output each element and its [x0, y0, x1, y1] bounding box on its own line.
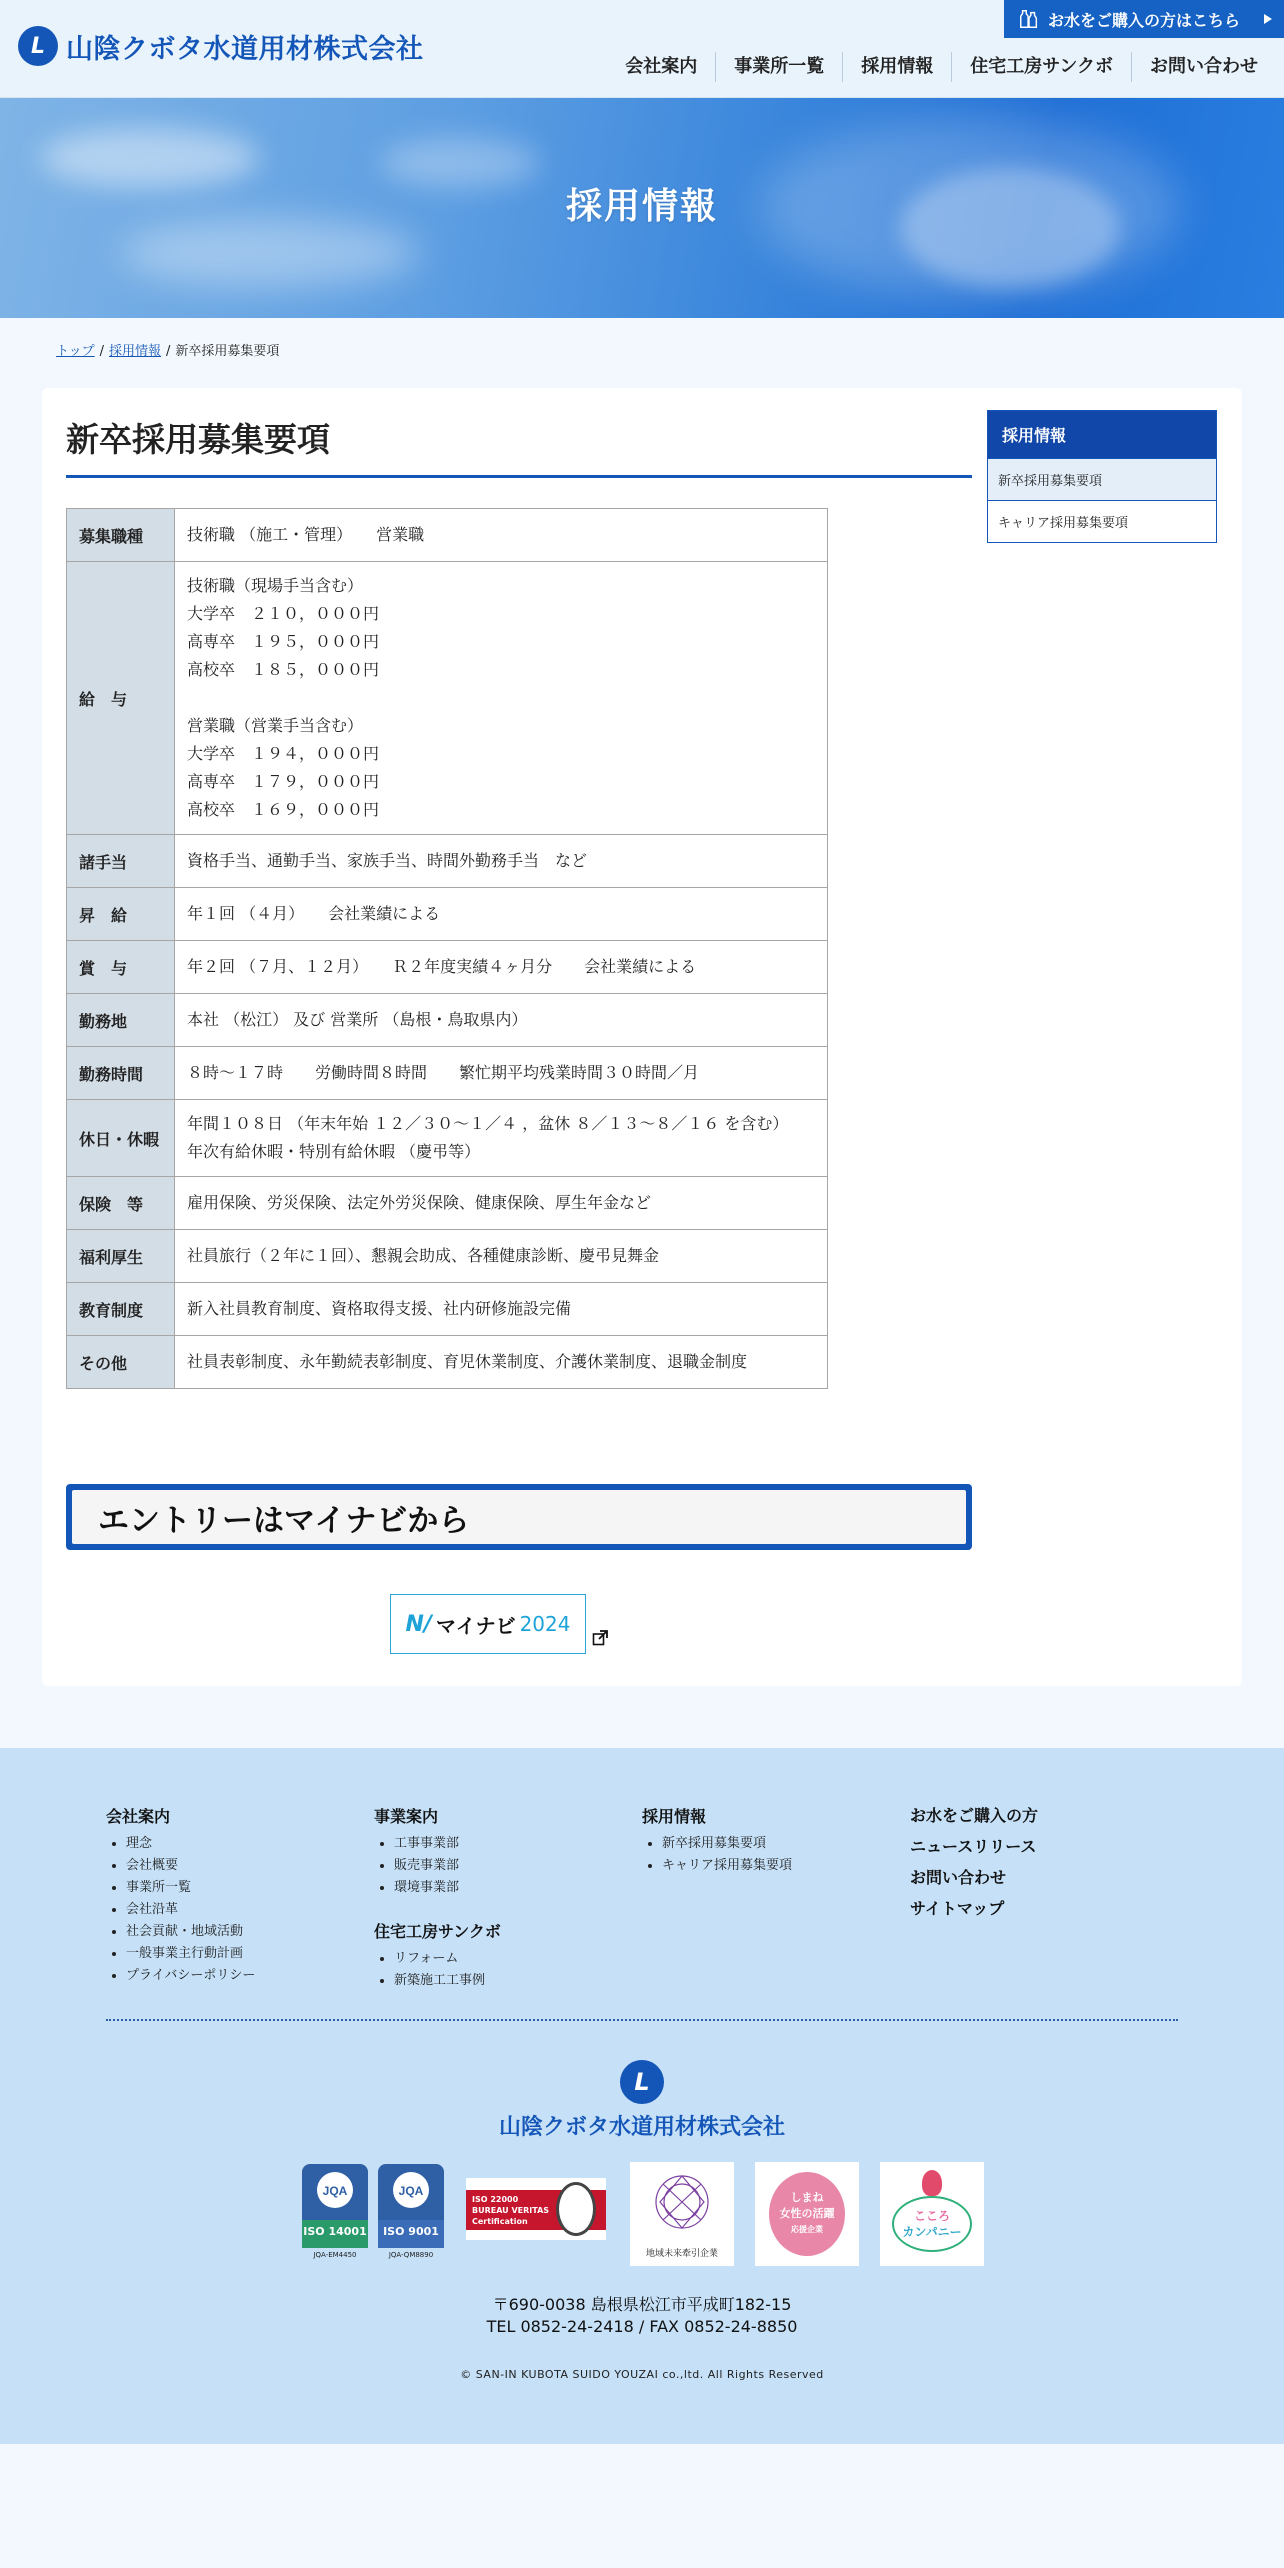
bv-label: BUREAU VERITAS: [472, 2206, 550, 2215]
footer-link[interactable]: • プライバシーポリシー: [126, 1965, 255, 1987]
iso14001-label: ISO 14001: [303, 2225, 367, 2238]
footer-heading-business[interactable]: 事業案内: [374, 1807, 439, 1826]
page-title: 新卒採用募集要項: [66, 414, 972, 478]
sidebar-heading: 採用情報: [988, 411, 1216, 458]
svg-text:JQA: JQA: [322, 2184, 348, 2198]
footer-link-buy[interactable]: お水をご購入の方: [910, 1806, 1039, 1825]
external-link-icon: [592, 1630, 608, 1646]
row-value-line: 高専卒 １７９，０００円: [187, 772, 380, 791]
nav-company[interactable]: 会社案内: [625, 56, 698, 77]
shimane-label-top: しまね: [790, 2191, 824, 2204]
row-label: 福利厚生: [67, 1230, 175, 1283]
footer-link[interactable]: • 一般事業主行動計画: [126, 1943, 255, 1965]
footer-link[interactable]: • 会社沿革: [126, 1899, 255, 1921]
table-row: [67, 509, 828, 562]
iso9001-badge: [376, 2162, 446, 2260]
arrow-right-icon: [1264, 14, 1272, 24]
row-label: 昇 給: [67, 888, 175, 941]
sidebar-item-newgrad[interactable]: 新卒採用募集要項: [988, 458, 1216, 500]
breadcrumb-recruit[interactable]: 採用情報: [109, 344, 162, 359]
footer-link-contact[interactable]: お問い合わせ: [910, 1868, 1007, 1887]
sidebar-nav: [987, 410, 1217, 543]
row-value: [175, 1100, 828, 1177]
row-value-line: 本社 （松江） 及び 営業所 （島根・鳥取県内）: [187, 1010, 528, 1029]
row-value: [175, 835, 828, 888]
nav-sankubo[interactable]: 住宅工房サンクボ: [951, 52, 1131, 82]
row-value-line: 大学卒 ２１０，０００円: [187, 604, 380, 623]
site-header: [0, 0, 1284, 98]
iso14001-code: JQA-EM4450: [313, 2251, 357, 2259]
logo-mark-icon: L: [18, 26, 58, 66]
row-value: [175, 1177, 828, 1230]
footer-link[interactable]: • 会社概要: [126, 1855, 255, 1877]
tulip-icon: [922, 2170, 942, 2196]
table-row: [67, 1283, 828, 1336]
row-value: [175, 1047, 828, 1100]
chiiki-mirai-badge: [630, 2162, 734, 2266]
bv-sub-label: Certification: [472, 2217, 528, 2226]
row-value-line: 年２回 （７月、１２月） Ｒ２年度実績４ヶ月分 会社業績による: [187, 957, 697, 976]
requirements-table: [66, 508, 828, 1389]
row-value: [175, 888, 828, 941]
chiiki-mirai-label: 地域未来牽引企業: [645, 2249, 718, 2259]
nav-offices[interactable]: 事業所一覧: [715, 52, 842, 82]
footer-col-recruit: [642, 1804, 792, 1877]
footer-link[interactable]: • 工事事業部: [394, 1833, 501, 1855]
footer-col-misc: [910, 1800, 1038, 1924]
footer-link[interactable]: • 販売事業部: [394, 1855, 501, 1877]
certification-logos: [300, 2162, 1000, 2272]
buy-water-label: お水をご購入の方はこちら: [1048, 10, 1241, 30]
row-value-line: 社員表彰制度、永年勤続表彰制度、育児休業制度、介護休業制度、退職金制度: [187, 1352, 748, 1371]
site-footer: [0, 1748, 1284, 2444]
footer-col-company: [106, 1804, 255, 1987]
row-value-line: 資格手当、通勤手当、家族手当、時間外勤務手当 など: [187, 851, 588, 870]
footer-link[interactable]: • 理念: [126, 1833, 255, 1855]
row-value-line: 営業職（営業手当含む）: [187, 716, 364, 735]
breadcrumb-current: 新卒採用募集要項: [175, 344, 280, 359]
row-value-line: 社員旅行（２年に１回）、懇親会助成、各種健康診断、慶弔見舞金: [187, 1246, 660, 1265]
row-value: [175, 1230, 828, 1283]
mynavi-mark-icon: N/: [405, 1611, 432, 1637]
address-line: 〒690-0038 島根県松江市平成町182-15: [492, 2295, 792, 2314]
bv-seal-icon: [556, 2182, 596, 2236]
row-value: [175, 509, 828, 562]
footer-heading-company[interactable]: 会社案内: [106, 1807, 171, 1826]
footer-company-name: 山陰クボタ水道用材株式会社: [498, 2115, 785, 2140]
breadcrumb-home[interactable]: トップ: [56, 344, 95, 359]
row-label: 勤務時間: [67, 1047, 175, 1100]
svg-text:JQA: JQA: [398, 2184, 424, 2198]
kokoro-company-badge: [880, 2162, 984, 2266]
table-row: [67, 888, 828, 941]
row-value-line: ８時～１７時 労働時間８時間 繁忙期平均残業時間３０時間／月: [187, 1063, 700, 1082]
row-value-line: 技術職 （施工・管理） 営業職: [187, 525, 425, 544]
main-content: [42, 388, 1242, 1686]
row-value: [175, 941, 828, 994]
table-row: [67, 1177, 828, 1230]
footer-heading-recruit[interactable]: 採用情報: [642, 1807, 707, 1826]
iso9001-label: ISO 9001: [383, 2225, 439, 2238]
mynavi-year: 2024: [519, 1612, 571, 1636]
nav-recruit[interactable]: 採用情報: [842, 52, 951, 82]
row-value-line: 大学卒 １９４，０００円: [187, 744, 380, 763]
footer-link[interactable]: • 新卒採用募集要項: [662, 1833, 792, 1855]
iso22000-label: ISO 22000: [472, 2195, 519, 2204]
entry-heading-box: [66, 1484, 972, 1550]
row-value-line: 高校卒 １８５，０００円: [187, 660, 380, 679]
buy-water-button[interactable]: [1004, 0, 1284, 38]
row-value-line: 年１回 （４月） 会社業績による: [187, 904, 441, 923]
row-value: [175, 994, 828, 1047]
row-label: 勤務地: [67, 994, 175, 1047]
footer-link[interactable]: • 新築施工工事例: [394, 1970, 501, 1992]
footer-link[interactable]: • 事業所一覧: [126, 1877, 255, 1899]
tel-line: TEL 0852-24-2418 / FAX 0852-24-8850: [486, 2317, 798, 2336]
row-label: 教育制度: [67, 1283, 175, 1336]
logo-text: 山陰クボタ水道用材株式会社: [66, 33, 424, 65]
shimane-label-bottom: 応援企業: [791, 2225, 823, 2234]
row-value: [175, 1283, 828, 1336]
iso9001-code: JQA-QM8890: [388, 2251, 434, 2259]
hero-title: 採用情報: [565, 186, 718, 227]
kokoro-label: こころ: [913, 2209, 950, 2223]
table-row: [67, 1100, 828, 1177]
mynavi-banner[interactable]: [390, 1594, 586, 1654]
row-label: 賞 与: [67, 941, 175, 994]
row-value-line: 年次有給休暇・特別有給休暇 （慶弔等）: [187, 1142, 481, 1161]
footer-heading-sankubo[interactable]: 住宅工房サンクボ: [374, 1922, 501, 1941]
footer-link-sitemap[interactable]: サイトマップ: [910, 1899, 1005, 1918]
hero-banner: [0, 98, 1284, 318]
row-label: 保険 等: [67, 1177, 175, 1230]
shimane-label-mid: 女性の活躍: [779, 2207, 835, 2220]
global-nav: [607, 52, 1276, 82]
nav-contact[interactable]: お問い合わせ: [1131, 52, 1276, 82]
footer-link[interactable]: • 社会貢献・地域活動: [126, 1921, 255, 1943]
table-row: [67, 1047, 828, 1100]
row-value-line: 高専卒 １９５，０００円: [187, 632, 380, 651]
row-value-line: [187, 684, 815, 712]
table-row: [67, 994, 828, 1047]
table-row: [67, 835, 828, 888]
row-value-line: 技術職（現場手当含む）: [187, 576, 364, 595]
footer-link-news[interactable]: ニュースリリース: [910, 1837, 1037, 1856]
footer-link[interactable]: • 環境事業部: [394, 1877, 501, 1899]
copyright: © SAN-IN KUBOTA SUIDO YOUZAI co.,ltd. All Rights Reserved: [460, 2368, 824, 2381]
row-value: [175, 1336, 828, 1389]
table-row: [67, 1230, 828, 1283]
row-value-line: 雇用保険、労災保険、法定外労災保険、健康保険、厚生年金など: [187, 1193, 652, 1212]
row-value-line: 高校卒 １６９，０００円: [187, 800, 380, 819]
footer-logo-mark-icon: L: [620, 2060, 664, 2104]
bureau-veritas-badge: [466, 2178, 606, 2240]
chiiki-mirai-emblem-icon: [630, 2162, 734, 2242]
table-row: [67, 1336, 828, 1389]
footer-divider: [106, 2019, 1178, 2021]
row-label: 給 与: [67, 562, 175, 835]
kokoro-label-2: カンパニー: [902, 2225, 962, 2239]
footer-link[interactable]: • リフォーム: [394, 1948, 501, 1970]
row-value-line: 年間１０８日 （年末年始 １２／３０～１／４ ，盆休 ８／１３～８／１６ を含む）: [187, 1114, 789, 1133]
footer-col-business: [374, 1804, 501, 1992]
footer-link[interactable]: • キャリア採用募集要項: [662, 1855, 792, 1877]
mynavi-logo: [406, 1610, 571, 1639]
entry-heading: エントリーはマイナビから: [72, 1490, 966, 1544]
sidebar-item-career[interactable]: キャリア採用募集要項: [988, 500, 1216, 542]
shimane-women-badge: [755, 2162, 859, 2266]
breadcrumb: トップ / 採用情報 / 新卒採用募集要項: [56, 344, 280, 359]
row-label: 募集職種: [67, 509, 175, 562]
row-value: [175, 562, 828, 835]
row-label: その他: [67, 1336, 175, 1389]
table-row: [67, 562, 828, 835]
footer-logo: [0, 2060, 1284, 2141]
iso14001-badge: [300, 2162, 370, 2260]
table-row: [67, 941, 828, 994]
bottle-icon: [1018, 8, 1040, 30]
row-label: 諸手当: [67, 835, 175, 888]
mynavi-name: マイナビ: [435, 1613, 516, 1638]
row-label: 休日・休暇: [67, 1100, 175, 1177]
row-value-line: 新入社員教育制度、資格取得支援、社内研修施設完備: [187, 1299, 572, 1318]
site-logo[interactable]: [18, 26, 424, 66]
company-address: [0, 2294, 1284, 2338]
